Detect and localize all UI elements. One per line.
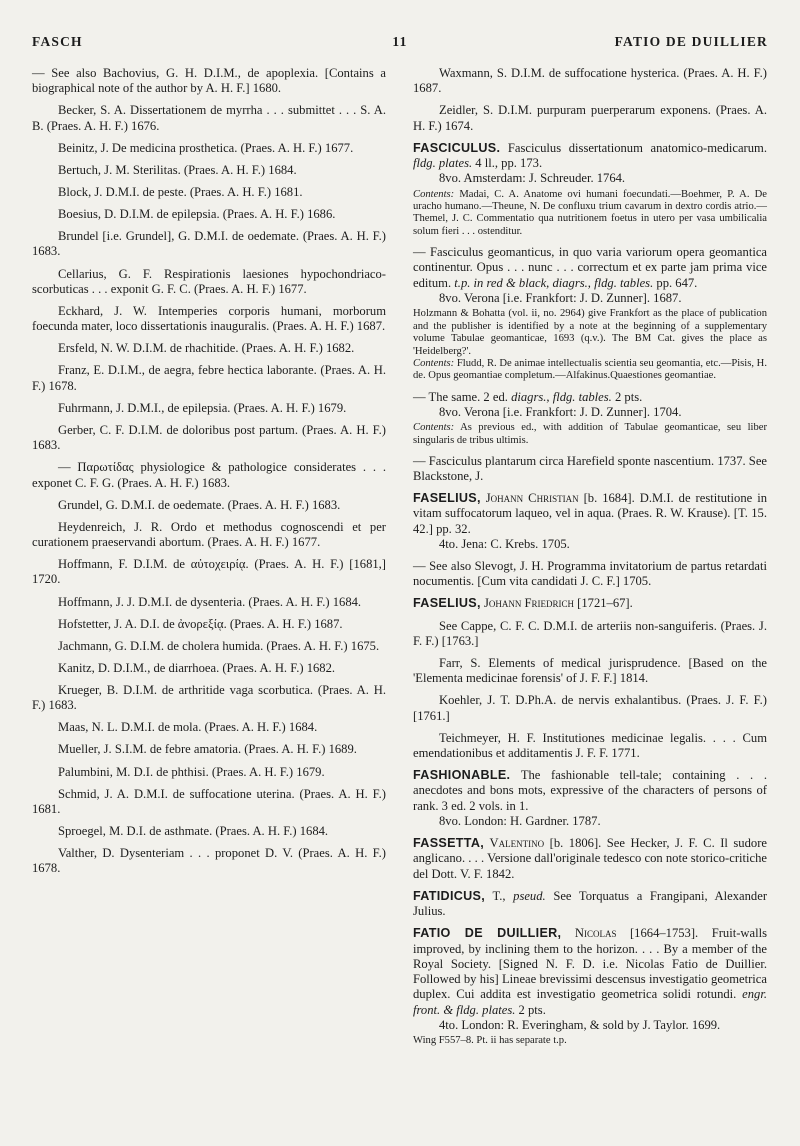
entry-koehler: Koehler, J. T. D.Ph.A. de nervis exhalantibus. (Praes. J. F. F.) [1761.] [413, 693, 767, 723]
page-number: 11 [392, 34, 408, 49]
entry-pseud: pseud. [513, 888, 546, 903]
left-entry: Heydenreich, J. R. Ordo et methodus cognoscendi et per curationem praeservandi abortum. (Praes. A. H. F.) 1677. [32, 519, 386, 550]
entry-heading: FASELIUS, [413, 491, 481, 506]
left-entry: Gerber, C. F. D.I.M. de doloribus post partum. (Praes. A. H. F.) 1683. [32, 422, 386, 453]
entry-contents: Contents: Madai, C. A. Anatome ovi humani foecundati.—Boehmer, P. A. De uracho humano.—Theune, N. De confluxu trium cavarum in dextro cordis atrio.—Themel, J. C. Commentatio qua nutritionem foetus in utero per vasa umbilicalia solum fieri . . . ostenditur. [413, 188, 767, 237]
entry-fatio [413, 926, 767, 1047]
entry-heading: FASSETTA, [413, 836, 485, 851]
left-entry: — See also Bachovius, G. H. D.I.M., de apoplexia. [Contains a biographical note of the author by A. H. F.] 1680. [32, 66, 386, 96]
left-entry: Mueller, J. S.I.M. de febre amatoria. (Praes. A. H. F.) 1689. [58, 742, 357, 757]
entry-text: The fashionable tell-tale; containing . . . anecdotes and bons mots, expressive of the characters of persons of rank. 3 ed. 2 vols. in 1. [413, 768, 768, 813]
entry-contents: Contents: As previous ed., with addition of Tabulae geomanticae, seu liber singularis de tribus ultimis. [413, 422, 767, 446]
left-entry: Boesius, D. D.I.M. de epilepsia. (Praes. A. H. F.) 1686. [58, 207, 336, 222]
left-entry: Krueger, B. D.I.M. de arthritide vaga scorbutica. (Praes. A. H. F.) 1683. [32, 682, 386, 713]
entry-name: Johann Christian [485, 491, 579, 506]
left-entry: Franz, E. D.I.M., de aegra, febre hectica laborante. (Praes. A. H. F.) 1678. [32, 363, 386, 393]
entry-slevogt: — See also Slevogt, J. H. Programma invitatorium de partus retardati nocumentis. [Cum vita candidati J. C. F.] 1705. [413, 559, 767, 589]
entry-fasciculus [413, 141, 767, 239]
running-head-left: FASCH [32, 34, 83, 49]
entry-cappe: See Cappe, C. F. C. D.M.I. de arteriis non-sanguiferis. (Praes. J. F. F.) [1763.] [413, 618, 767, 648]
left-entry: Block, J. D.M.I. de peste. (Praes. A. H. F.) 1681. [58, 184, 303, 199]
left-entry: Palumbini, M. D.I. de phthisi. (Praes. A. H. F.) 1679. [58, 764, 325, 779]
entry-name: T., [492, 888, 506, 903]
left-entry: Ersfeld, N. W. D.I.M. de rhachitide. (Praes. A. H. F.) 1682. [58, 341, 355, 356]
running-head-right: FATIO DE DUILLIER [614, 34, 768, 49]
left-entry: Hofstetter, J. A. D.I. de ἀνορεξίᾳ. (Praes. A. H. F.) 1687. [58, 616, 343, 631]
entry-note: Holzmann & Bohatta (vol. ii, no. 2964) give Frankfort as the place of publication and the publisher is identified by a note at the beginning of a supplementary volume Tabulae geomanticae, 1693 (q.v.). The BM Cat. gives the place as 'Heidelberg?'. [413, 308, 767, 357]
left-entry: Hoffmann, J. J. D.M.I. de dysenteria. (Praes. A. H. F.) 1684. [58, 594, 362, 609]
right-column [413, 66, 767, 1054]
entry-heading: FATIO DE DUILLIER, [413, 926, 562, 941]
entry-format: t.p. in red & black, diagrs., fldg. tables. [454, 275, 654, 290]
left-entry: Schmid, J. A. D.M.I. de suffocatione uterina. (Praes. A. H. F.) 1681. [32, 786, 386, 816]
entry-title: Fasciculus dissertationum anatomico-medicarum. [507, 140, 767, 155]
entry-heading: FASHIONABLE. [413, 768, 511, 783]
left-entry: Beinitz, J. De medicina prosthetica. (Praes. A. H. F.) 1677. [58, 140, 354, 155]
entry-pages: pp. 647. [656, 275, 698, 290]
left-entry: — Παρωτίδας physiologice & pathologice considerates . . . exponet C. F. G. (Praes. A. H. F.) 1683. [32, 460, 386, 490]
entry-name: Johann Friedrich [483, 596, 574, 611]
entry-pages: 2 pts. [614, 389, 643, 404]
entry-zeidler: Zeidler, S. D.I.M. purpuram puerperarum exponens. (Praes. A. H. F.) 1674. [413, 103, 767, 133]
entry-heading: FASELIUS, [413, 596, 481, 611]
entry-heading: FASCICULUS. [413, 140, 501, 155]
left-entry: Hoffmann, F. D.I.M. de αὐτοχειρίᾳ. (Praes. A. H. F.) [1681,] 1720. [32, 557, 386, 587]
entry-imprint: 8vo. London: H. Gardner. 1787. [439, 814, 601, 829]
entry-name: Nicolas [574, 926, 617, 941]
left-entry: Jachmann, G. D.I.M. de cholera humida. (Praes. A. H. F.) 1675. [58, 638, 380, 653]
entry-heading: FATIDICUS, [413, 888, 486, 903]
left-entry: Grundel, G. D.M.I. de oedemate. (Praes. A. H. F.) 1683. [58, 497, 341, 512]
entry-imprint: 8vo. Verona [i.e. Frankfort: J. D. Zunner]. 1687. [439, 290, 682, 305]
entry-faselius-johann [413, 491, 767, 552]
left-entry: Brundel [i.e. Grundel], G. D.M.I. de oedemate. (Praes. A. H. F.) 1683. [32, 229, 386, 259]
entry-waxmann: Waxmann, S. D.I.M. de suffocatione hysterica. (Praes. A. H. F.) 1687. [413, 66, 767, 96]
entry-name: Valentino [489, 836, 545, 851]
entry-format: diagrs., fldg. tables. [511, 389, 612, 404]
entry-geomanticus [413, 245, 767, 383]
left-entry: Valther, D. Dysenteriam . . . proponet D. V. (Praes. A. H. F.) 1678. [32, 846, 386, 876]
entry-imprint: 8vo. Amsterdam: J. Schreuder. 1764. [439, 171, 626, 186]
running-head [32, 34, 768, 54]
entry-text: [1664–1753]. Fruit-walls improved, by inclining them to the horizon. . . . By a member of the Royal Society. [Signed N. F. D. i.e. Nicolas Fatio de Duillier. Followed by his] Lineae brevissimi descensus investigatio geometrica duplex. Cui addita est investigatio geometrica solidi rotundi. [413, 926, 767, 1002]
left-entry: Kanitz, D. D.I.M., de diarrhoea. (Praes. A. H. F.) 1682. [58, 660, 336, 675]
entry-plantarum: — Fasciculus plantarum circa Harefield sponte nascentium. 1737. See Blackstone, J. [413, 453, 767, 484]
left-entry: Becker, S. A. Dissertationem de myrrha . . . submittet . . . S. A. B. (Praes. A. H. F.) 1676. [32, 103, 386, 133]
entry-same [413, 390, 767, 447]
left-column [32, 66, 386, 883]
entry-text: See Torquatus a Frangipani, Alexander Julius. [413, 888, 768, 919]
entry-format: fldg. plates. [413, 156, 473, 171]
left-entry: Bertuch, J. M. Sterilitas. (Praes. A. H. F.) 1684. [58, 162, 297, 177]
entry-farr: Farr, S. Elements of medical jurisprudence. [Based on the 'Elementa medicinae forensis' of J. F. F.] 1814. [413, 655, 767, 686]
entry-fatidicus [413, 889, 767, 920]
entry-text: [b. 1806]. See Hecker, J. F. C. Il sudore anglicano. . . . Versione dall'originale tedesco con note storico-critiche del Dott. V. F. 1842. [413, 836, 767, 881]
entry-teichmeyer: Teichmeyer, H. F. Institutiones medicinae legalis. . . . Cum emendationibus et additamentis J. F. F. 1771. [413, 730, 767, 761]
entry-format: engr. front. & fldg. plates. [413, 987, 767, 1017]
left-entry: Fuhrmann, J. D.M.I., de epilepsia. (Praes. A. H. F.) 1679. [58, 400, 347, 415]
entry-imprint: 4to. Jena: C. Krebs. 1705. [439, 537, 570, 551]
entry-text: [b. 1684]. D.M.I. de restitutione in vitam suffocatorum laqueo, vel in aqua. (Praes. R. W. Krause). [T. 15. 42.] pp. 32. [413, 491, 767, 536]
left-entry: Cellarius, G. F. Respirationis laesiones hypochondriaco-scorbuticas . . . exponit G. F. C. (Praes. A. H. F.) 1677. [32, 266, 386, 296]
entry-pages: 2 pts. [518, 1002, 546, 1017]
entry-dates: [1721–67]. [577, 596, 633, 611]
entry-note: Wing F557–8. Pt. ii has separate t.p. [413, 1035, 567, 1047]
entry-fassetta [413, 836, 767, 882]
left-entry: Maas, N. L. D.M.I. de mola. (Praes. A. H. F.) 1684. [58, 720, 318, 735]
entry-title: — Fasciculus geomanticus, in quo varia variorum opera geomantica continentur. Opus . . . nunc . . . correctum et ex parte jam prima vice editum. [413, 245, 767, 290]
entry-imprint: 8vo. Verona [i.e. Frankfort: J. D. Zunner]. 1704. [439, 404, 682, 419]
entry-faselius-friedrich [413, 596, 767, 611]
entry-contents: Contents: Fludd, R. De animae intellectualis scientia seu geomantia, etc.—Pisis, H. de. Opus geomantiae completum.—Alfakinus.Quaestiones geomantiae. [413, 357, 767, 382]
left-entry: Eckhard, J. W. Intemperies corporis humani, morborum foecunda mater, loco dissertationis inauguralis. (Praes. A. H. F.) 1687. [32, 303, 386, 334]
entry-title: — The same. 2 ed. [413, 389, 508, 404]
entry-fashionable [413, 768, 767, 829]
left-entry: Sproegel, M. D.I. de asthmate. (Praes. A. H. F.) 1684. [58, 824, 329, 838]
entry-pages: 4 ll., pp. 173. [475, 156, 543, 171]
entry-imprint: 4to. London: R. Everingham, & sold by J. Taylor. 1699. [439, 1017, 721, 1032]
